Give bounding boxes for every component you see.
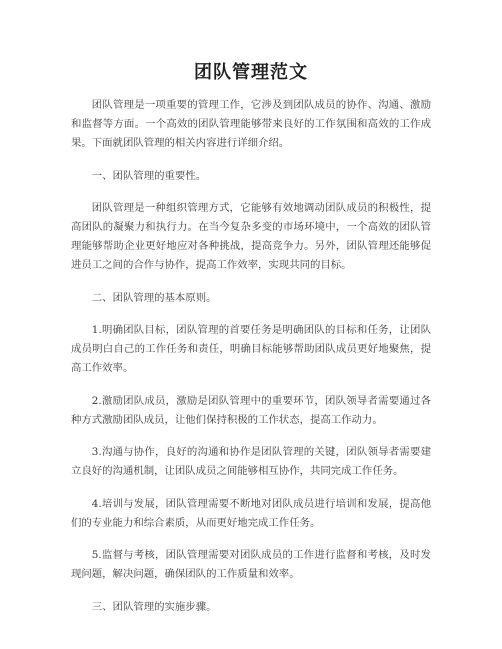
intro-paragraph: 团队管理是一项重要的管理工作，它涉及到团队成员的协作、沟通、激励和监督等方面。一个高效的团队管理能够带来良好的工作氛围和高效的工作成果。下面就团队管理的相关内容进行详细介绍。 <box>71 99 431 149</box>
section-heading-principles: 二、团队管理的基本原则。 <box>91 291 217 304</box>
principle-item: 5.监督与考核，团队管理需要对团队成员的工作进行监督和考核，及时发现问题，解决问题，确保团队的工作质量和效率。 <box>71 549 431 580</box>
principle-item: 2.激励团队成员，激励是团队管理中的重要环节，团队领导者需要通过各种方式激励团队成员，让他们保持积极的工作状态，提高工作动力。 <box>71 394 431 426</box>
document-body <box>71 96 431 630</box>
document-title: 团队管理范文 <box>194 62 308 83</box>
principle-item: 1.明确团队目标，团队管理的首要任务是明确团队的目标和任务，让团队成员明白自己的工作任务和责任，明确目标能够帮助团队成员更好地聚焦，提高工作效率。 <box>71 324 431 374</box>
importance-paragraph: 团队管理是一种组织管理方式，它能够有效地调动团队成员的积极性，提高团队的凝聚力和执行力。在当今复杂多变的市场环境中，一个高效的团队管理能够帮助企业更好地应对各种挑战，提高竞争力。另外，团队管理还能够促进员工之间的合作与协作，提高工作效率，实现共同的目标。 <box>71 202 431 271</box>
principle-item: 3.沟通与协作，良好的沟通和协作是团队管理的关键，团队领导者需要建立良好的沟通机制，让团队成员之间能够相互协作，共同完成工作任务。 <box>71 446 431 477</box>
principle-item: 4.培训与发展，团队管理需要不断地对团队成员进行培训和发展，提高他们的专业能力和综合素质，从而更好地完成工作任务。 <box>71 497 431 529</box>
section-heading-importance: 一、团队管理的重要性。 <box>91 169 207 182</box>
section-heading-steps: 三、团队管理的实施步骤。 <box>91 600 217 613</box>
